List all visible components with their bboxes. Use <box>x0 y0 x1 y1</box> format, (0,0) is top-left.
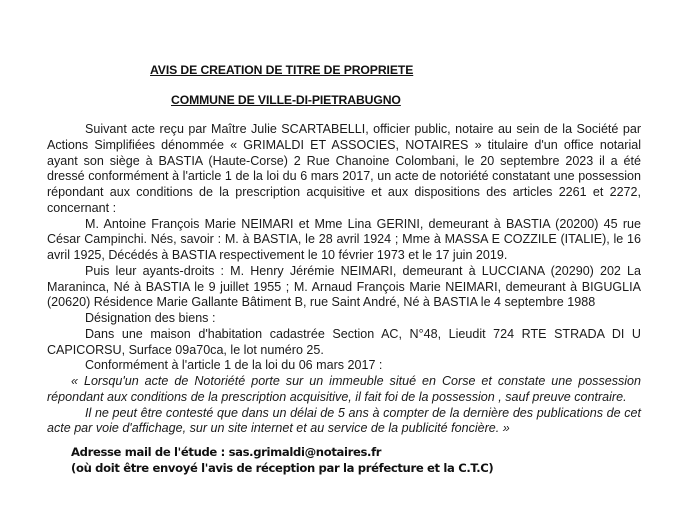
paragraph-deed: Suivant acte reçu par Maître Julie SCARTABELLI, officier public, notaire au sein de la Société par Actions Simplifiées dénommée « GRIMALDI ET ASSOCIES, NOTAIRES » titulaire d'un office notarial ayant son siège à BASTIA (Haute-Corse) 2 Rue Chanoine Colombani, le 20 septembre 2023 il a été dressé conformément à l'article 1 de la loi du 6 mars 2017, un acte de notoriété constatant une possession répondant aux conditions de la prescription acquisitive et aux dispositions des articles 2261 et 2272, concernant : <box>47 122 641 215</box>
paragraph-law-reference: Conformément à l'article 1 de la loi du 06 mars 2017 : <box>85 358 383 373</box>
notice-title: AVIS DE CREATION DE TITRE DE PROPRIETE <box>150 63 414 77</box>
paragraph-property-description: Dans une maison d'habitation cadastrée Section AC, N°48, Lieudit 724 RTE STRADA DI U CAPICORSU, Surface 09a70ca, le lot numéro 25. <box>47 326 641 357</box>
notice-body <box>47 122 641 437</box>
quote-notoriety: « Lorsqu'un acte de Notoriété porte sur un immeuble situé en Corse et constate une possession répondant aux conditions de la prescription acquisitive, il fait foi de la possession , sauf preuve contraire. <box>47 374 641 404</box>
paragraph-heirs: Puis leur ayants-droits : M. Henry Jérémie NEIMARI, demeurant à LUCCIANA (20290) 202 La Maraninca, Né à BASTIA le 9 juillet 1955 ; M. Arnaud François Marie NEIMARI, demeurant à BIGUGLIA (20620) Résidence Marie Gallante Bâtiment B, rue Saint André, Né à BASTIA le 4 septembre 1988 <box>47 263 641 310</box>
contact-note: (où doit être envoyé l'avis de réception par la préfecture et la C.T.C) <box>71 460 494 475</box>
commune-title: COMMUNE DE VILLE-DI-PIETRABUGNO <box>171 93 401 107</box>
contact-email: Adresse mail de l'étude : sas.grimaldi@notaires.fr <box>71 445 382 459</box>
quote-contestation: Il ne peut être contesté que dans un délai de 5 ans à compter de la dernière des publications de cet acte par voie d'affichage, sur un site internet et au service de la publicité foncière. » <box>47 405 641 436</box>
paragraph-owners: M. Antoine François Marie NEIMARI et Mme Lina GERINI, demeurant à BASTIA (20200) 45 rue César Campinchi. Nés, savoir : M. à BASTIA, le 28 avril 1924 ; Mme à MASSA E COZZILE (ITALIE), le 16 avril 1925, Décédés à BASTIA respectivement le 10 février 1973 et le 17 juin 2019. <box>47 216 641 262</box>
paragraph-property-heading: Désignation des biens : <box>85 311 216 325</box>
contact-block <box>71 445 493 476</box>
